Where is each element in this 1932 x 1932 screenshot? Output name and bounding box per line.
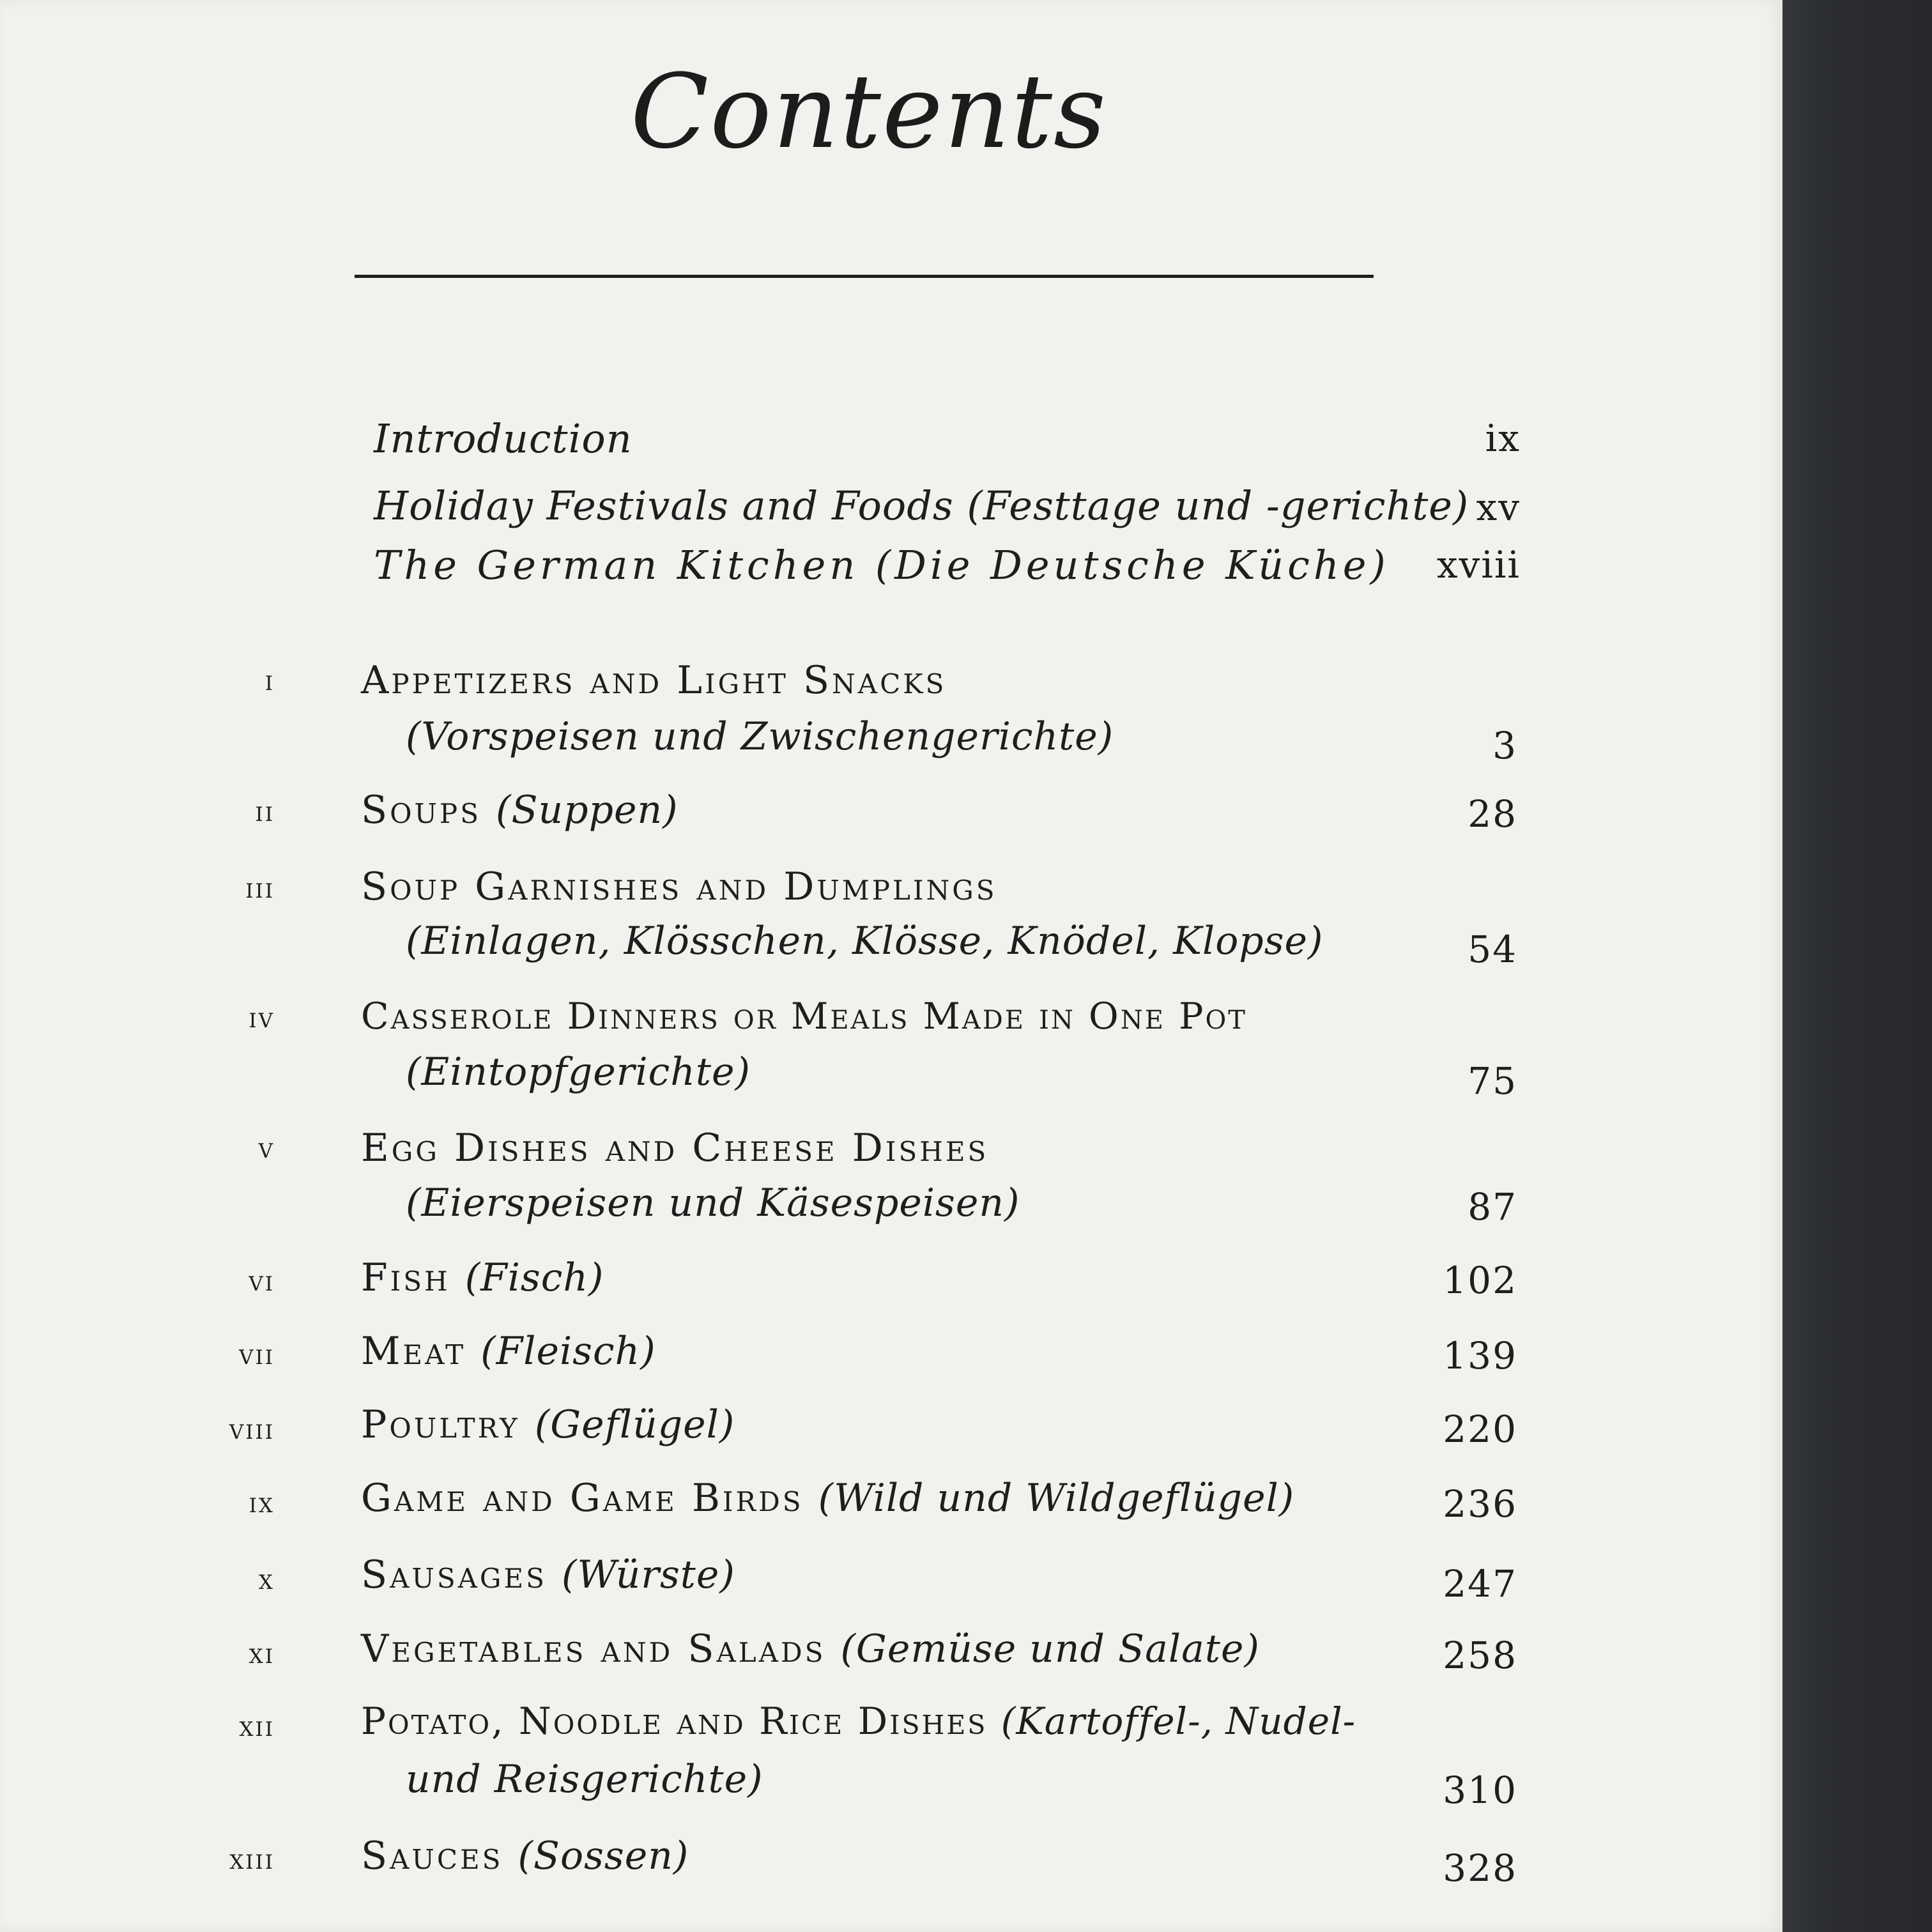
chapter-title-german: (Fleisch) bbox=[480, 1329, 656, 1374]
chapter-page: 247 bbox=[1443, 1562, 1517, 1606]
chapter-title: Fish bbox=[361, 1255, 450, 1300]
chapter-title: Appetizers and Light Snacks bbox=[361, 658, 947, 703]
chapter-page: 75 bbox=[1468, 1059, 1517, 1103]
chapter-title-line bbox=[361, 1329, 1447, 1374]
chapter-page: 310 bbox=[1443, 1768, 1517, 1812]
front-matter-page: xviii bbox=[1436, 543, 1521, 586]
chapter-number: ix bbox=[249, 1487, 275, 1519]
chapter-page: 87 bbox=[1468, 1185, 1517, 1229]
chapter-title-line bbox=[361, 1699, 1447, 1743]
chapter-title-german: (Suppen) bbox=[496, 788, 678, 832]
chapter-subtitle: (Vorspeisen und Zwischengerichte) bbox=[406, 714, 1114, 759]
chapter-title: Game and Game Birds bbox=[361, 1476, 804, 1521]
chapter-subtitle: (Einlagen, Klösschen, Klösse, Knödel, Klopse) bbox=[406, 919, 1324, 963]
chapter-title-german: (Würste) bbox=[562, 1552, 735, 1597]
chapter-number: iii bbox=[245, 872, 275, 905]
chapter-number: viii bbox=[229, 1413, 275, 1446]
front-matter-label: Introduction bbox=[374, 415, 632, 462]
chapter-title: Meat bbox=[361, 1329, 466, 1374]
chapter-number: xiii bbox=[229, 1843, 275, 1876]
chapter-number: iv bbox=[249, 1002, 275, 1034]
chapter-title: Soup Garnishes and Dumplings bbox=[361, 864, 997, 909]
chapter-title-line bbox=[361, 1476, 1447, 1521]
chapter-page: 236 bbox=[1443, 1482, 1517, 1526]
front-matter-label: The German Kitchen (Die Deutsche Küche) bbox=[374, 542, 1390, 588]
chapter-title: Sausages bbox=[361, 1552, 547, 1597]
chapter-number: i bbox=[264, 664, 275, 697]
chapter-title: Soups bbox=[361, 788, 481, 832]
chapter-page: 258 bbox=[1443, 1634, 1517, 1677]
chapter-page: 139 bbox=[1443, 1334, 1517, 1377]
chapter-title-german: (Fisch) bbox=[464, 1255, 604, 1300]
front-matter-label: Holiday Festivals and Foods (Festtage und -gerichte) bbox=[374, 482, 1469, 529]
chapter-title-line bbox=[361, 1627, 1447, 1671]
chapter-number: vi bbox=[249, 1265, 275, 1298]
chapter-page: 328 bbox=[1443, 1846, 1517, 1890]
chapter-page: 102 bbox=[1443, 1259, 1517, 1302]
page-title: Contents bbox=[630, 52, 1108, 171]
chapter-title-line bbox=[361, 1255, 1447, 1300]
chapter-title-line bbox=[361, 1834, 1447, 1878]
chapter-title: Vegetables and Salads bbox=[361, 1627, 826, 1671]
chapter-page: 28 bbox=[1468, 792, 1517, 836]
chapter-title-line bbox=[361, 1402, 1447, 1447]
chapter-title-german: (Wild und Wildgeflügel) bbox=[818, 1476, 1295, 1521]
chapter-page: 220 bbox=[1443, 1407, 1517, 1451]
chapter-title: Sauces bbox=[361, 1834, 503, 1878]
chapter-number: vii bbox=[239, 1338, 275, 1371]
chapter-title: Potato, Noodle and Rice Dishes bbox=[361, 1699, 988, 1743]
title-rule bbox=[355, 275, 1374, 278]
chapter-number: xii bbox=[239, 1710, 275, 1743]
front-matter-page: xv bbox=[1476, 486, 1521, 529]
chapter-page: 3 bbox=[1492, 724, 1517, 767]
chapter-title-line bbox=[361, 1552, 1447, 1597]
chapter-title: Casserole Dinners or Meals Made in One Pot bbox=[361, 995, 1247, 1038]
chapter-subtitle: (Eintopfgerichte) bbox=[406, 1050, 751, 1094]
chapter-page: 54 bbox=[1468, 928, 1517, 971]
chapter-subtitle: (Eierspeisen und Käsespeisen) bbox=[406, 1181, 1020, 1225]
chapter-subtitle: und Reisgerichte) bbox=[406, 1757, 763, 1802]
chapter-title-german: (Geflügel) bbox=[534, 1402, 735, 1447]
chapter-title-german: (Gemüse und Salate) bbox=[840, 1627, 1260, 1671]
chapter-title: Egg Dishes and Cheese Dishes bbox=[361, 1126, 989, 1170]
dark-background-edge bbox=[1782, 0, 1932, 1932]
chapter-number: ii bbox=[255, 795, 275, 828]
chapter-number: v bbox=[258, 1132, 275, 1165]
chapter-title-line bbox=[361, 788, 1447, 832]
chapter-title-german: (Kartoffel-, Nudel- bbox=[1000, 1699, 1356, 1743]
chapter-number: x bbox=[258, 1563, 275, 1596]
chapter-number: xi bbox=[249, 1637, 275, 1670]
front-matter-page: ix bbox=[1485, 417, 1521, 460]
chapter-title-german: (Sossen) bbox=[518, 1834, 689, 1878]
chapter-title: Poultry bbox=[361, 1402, 520, 1447]
